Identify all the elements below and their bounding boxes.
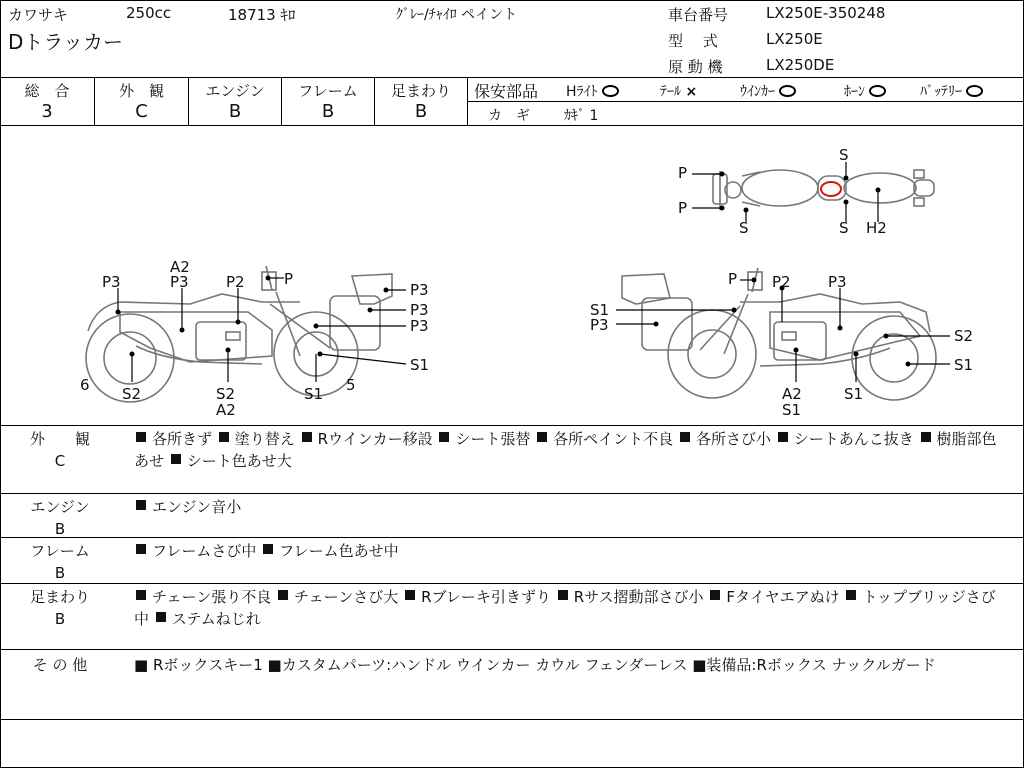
label-left-s1a: S1	[410, 356, 430, 374]
label-left-p2: P2	[226, 273, 245, 291]
label-left-p3c: P3	[410, 281, 429, 299]
label-right-s2: S2	[954, 327, 974, 345]
safety-headlight: Hﾗｲﾄ	[566, 81, 619, 101]
damage-highlight	[821, 182, 841, 196]
label-left-p3a: P3	[170, 273, 189, 291]
label-top-p1: P	[678, 164, 688, 182]
section-category: エンジン	[30, 498, 90, 516]
frame-number-label: 車台番号	[668, 6, 729, 24]
ok-mark-icon	[869, 85, 886, 97]
label-left-a2b: A2	[216, 401, 236, 419]
maker: カワサキ	[8, 6, 69, 24]
key-value: ｶｷﾞ 1	[564, 108, 599, 124]
section-category: 足まわり	[29, 588, 90, 606]
model-name: Dトラッカー	[8, 30, 124, 54]
type-label: 型 式	[668, 32, 718, 50]
ok-mark-icon	[602, 85, 619, 97]
label-left-s2a: S2	[122, 385, 142, 403]
section-items: 各所きず 塗り替え Rウインカー移設 シート張替 各所ペイント不良 各所さび小 シートあんこ抜き 樹脂部色あせ シート色あせ大	[134, 430, 997, 470]
safety-horn: ﾎｰﾝ	[844, 81, 886, 101]
displacement: 250cc	[126, 4, 172, 22]
section-engine	[0, 494, 1024, 538]
rating-suspension: 足まわり B	[375, 78, 468, 126]
label-left-s1b: S1	[304, 385, 324, 403]
section-other	[0, 650, 1024, 720]
type-value: LX250E	[766, 30, 823, 48]
rating-engine: エンジン B	[189, 78, 282, 126]
safety-winker: ｳｲﾝｶｰ	[740, 81, 796, 101]
section-category: フレーム	[30, 542, 90, 560]
vehicle-header	[0, 0, 1024, 78]
engine-label: 原 動 機	[668, 58, 723, 76]
label-left-5: 5	[346, 376, 356, 394]
ratings-row	[0, 78, 1024, 126]
damage-diagram	[0, 126, 1024, 426]
label-left-p3d: P3	[410, 301, 429, 319]
label-left-s2b: S2	[216, 385, 236, 403]
section-items: チェーン張り不良 チェーンさび大 Rブレーキ引きずり Rサス摺動部さび小 Fタイヤエアぬけ トップブリッジさび中 ステムねじれ	[134, 588, 996, 628]
label-left-6: 6	[80, 376, 90, 394]
label-right-a2: A2	[782, 385, 802, 403]
safety-tail: ﾃｰﾙ ×	[660, 84, 698, 100]
label-top-p2: P	[678, 199, 688, 217]
motorcycle-diagram	[0, 126, 1024, 426]
ok-mark-icon	[779, 85, 796, 97]
section-items: エンジン音小	[134, 496, 1010, 518]
label-right-p3a: P3	[828, 273, 847, 291]
frame-number: LX250E-350248	[766, 4, 886, 22]
label-right-s1b: S1	[954, 356, 974, 374]
section-rank: B	[54, 610, 66, 628]
label-top-s1: S	[839, 146, 849, 164]
marker-dots	[116, 172, 911, 367]
section-rank: C	[54, 452, 66, 470]
safety-battery: ﾊﾞｯﾃﾘｰ	[920, 81, 983, 101]
rating-frame: フレーム B	[282, 78, 375, 126]
section-other-text: ■ Rボックスキー1 ■カスタムパーツ:ハンドル ウインカー カウル フェンダーレス ■装備品:Rボックス ナックルガード	[134, 656, 936, 674]
safety-title: 保安部品	[474, 82, 539, 101]
label-right-s1a: S1	[590, 301, 610, 319]
rating-overall: 総 合 3	[0, 78, 95, 126]
section-items: フレームさび中 フレーム色あせ中	[134, 540, 1010, 562]
label-top-s2: S	[739, 219, 749, 237]
color-paint: ｸﾞﾚｰ/ﾁｬｲﾛ ペイント	[396, 7, 518, 23]
section-category: そ の 他	[32, 656, 88, 674]
key-label: カ ギ	[488, 108, 530, 124]
mileage: 18713 ｷﾛ	[228, 6, 296, 24]
section-rank: B	[54, 520, 66, 538]
section-rank: B	[54, 564, 66, 582]
section-suspension	[0, 584, 1024, 650]
label-right-s1d: S1	[844, 385, 864, 403]
section-exterior	[0, 426, 1024, 494]
ok-mark-icon	[966, 85, 983, 97]
label-left-p3e: P3	[410, 317, 429, 335]
label-right-p: P	[728, 270, 738, 288]
section-frame	[0, 538, 1024, 584]
label-left-p: P	[284, 270, 294, 288]
label-right-p3b: P3	[590, 316, 609, 334]
rating-exterior: 外 観 C	[95, 78, 189, 126]
label-right-s1c: S1	[782, 401, 802, 419]
label-left-a2: A2	[170, 258, 190, 276]
label-left-p3b: P3	[102, 273, 121, 291]
label-right-p2: P2	[772, 273, 791, 291]
top-view-bike	[713, 170, 934, 210]
label-top-h2: H2	[866, 219, 887, 237]
section-category: 外 観	[29, 430, 90, 448]
safety-parts	[468, 78, 1024, 126]
engine-value: LX250DE	[766, 56, 835, 74]
label-top-s3: S	[839, 219, 849, 237]
